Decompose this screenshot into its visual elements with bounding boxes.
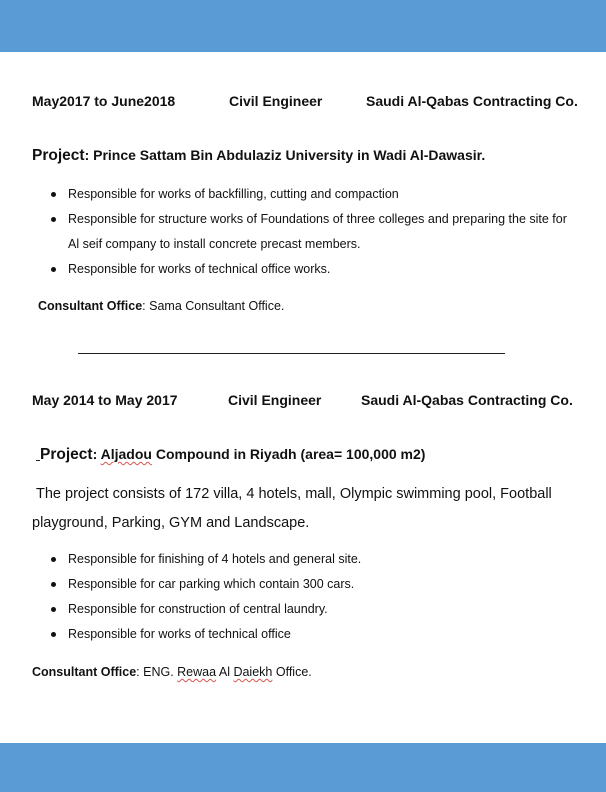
header-band bbox=[0, 0, 606, 52]
list-item: Responsible for works of technical office works. bbox=[48, 257, 568, 282]
job2-consultant bbox=[32, 665, 312, 679]
job2-project-prefix: : bbox=[92, 446, 101, 462]
job2-description: The project consists of 172 villa, 4 hotels, mall, Olympic swimming pool, Football playground, Parking, GYM and Landscape. bbox=[32, 486, 552, 531]
job1-consultant bbox=[38, 299, 284, 313]
list-item: Responsible for construction of central laundry. bbox=[48, 597, 568, 622]
job2-project-rest: Compound in Riyadh (area= 100,000 m2) bbox=[151, 446, 426, 462]
job2-consultant-mid: Al bbox=[216, 665, 234, 679]
job2-role: Civil Engineer bbox=[228, 392, 322, 408]
list-item: Responsible for finishing of 4 hotels and general site. bbox=[48, 547, 568, 572]
job2-consultant-suffix: Office. bbox=[272, 665, 312, 679]
footer-band bbox=[0, 743, 606, 792]
job1-period: May2017 to June2018 bbox=[32, 93, 176, 109]
job1-role: Civil Engineer bbox=[229, 93, 323, 109]
list-item: Responsible for works of technical office bbox=[48, 622, 568, 647]
job1-company: Saudi Al-Qabas Contracting Co. bbox=[366, 93, 578, 109]
job2-bullet-list bbox=[48, 547, 568, 647]
job1-bullet-list bbox=[48, 182, 568, 282]
job1-project-name: : Prince Sattam Bin Abdulaziz University in Wadi Al-Dawasir. bbox=[84, 147, 486, 163]
list-item: Responsible for works of backfilling, cutting and compaction bbox=[48, 182, 568, 207]
job1-project bbox=[32, 147, 485, 165]
list-item: Responsible for car parking which contain 300 cars. bbox=[48, 572, 568, 597]
job1-consultant-label: Consultant Office bbox=[38, 299, 143, 313]
job2-consultant-prefix: : ENG. bbox=[136, 665, 178, 679]
job2-project-label: Project bbox=[40, 446, 93, 463]
job2-consultant-label: Consultant Office bbox=[32, 665, 137, 679]
job2-project-spell: Aljadou bbox=[100, 446, 152, 462]
job1-project-label: Project bbox=[32, 147, 85, 164]
job2-consultant-spell2: Daiekh bbox=[233, 665, 273, 679]
job1-consultant-value: : Sama Consultant Office. bbox=[142, 299, 285, 313]
job2-project bbox=[40, 446, 425, 464]
job2-company: Saudi Al-Qabas Contracting Co. bbox=[361, 392, 573, 408]
list-item: Responsible for structure works of Foundations of three colleges and preparing the site for Al seif company to install concrete precast members. bbox=[48, 207, 568, 257]
job2-consultant-spell1: Rewaa bbox=[177, 665, 217, 679]
section-divider bbox=[78, 353, 505, 354]
job2-period: May 2014 to May 2017 bbox=[32, 392, 178, 408]
